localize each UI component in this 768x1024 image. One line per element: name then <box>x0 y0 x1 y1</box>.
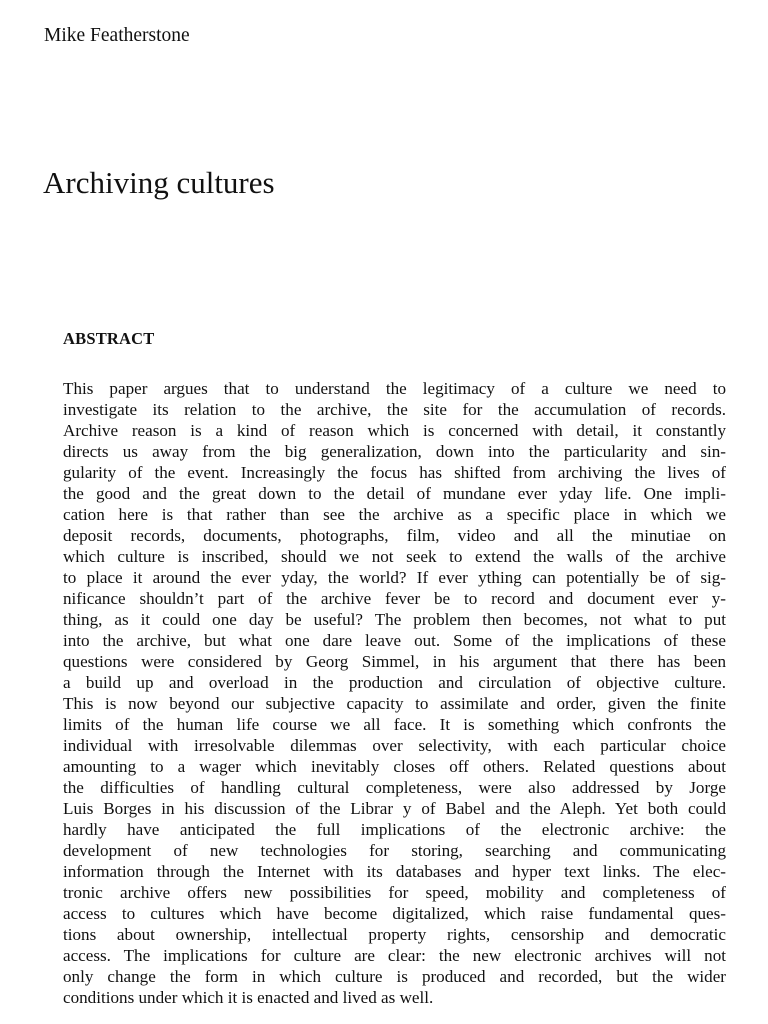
abstract-line: the good and the great down to the detail of mundane ever yday life. One impli- <box>63 484 726 503</box>
author-name: Mike Featherstone <box>44 25 190 46</box>
abstract-line: nificance shouldn’t part of the archive fever be to record and document ever y- <box>63 589 726 608</box>
abstract-line: Archive reason is a kind of reason which is concerned with detail, it constantly <box>63 421 726 440</box>
abstract-heading: ABSTRACT <box>63 329 155 348</box>
abstract-line: tions about ownership, intellectual property rights, censorship and democratic <box>63 925 726 944</box>
abstract-line: development of new technologies for storing, searching and communicating <box>63 841 726 860</box>
abstract-line: which culture is inscribed, should we not seek to extend the walls of the archive <box>63 547 726 566</box>
abstract-line: limits of the human life course we all face. It is something which confronts the <box>63 715 726 734</box>
abstract-line: tronic archive offers new possibilities for speed, mobility and completeness of <box>63 883 726 902</box>
abstract-line: deposit records, documents, photographs, film, video and all the minutiae on <box>63 526 726 545</box>
abstract-line: gularity of the event. Increasingly the focus has shifted from archiving the lives of <box>63 463 726 482</box>
abstract-line: to place it around the ever yday, the world? If ever ything can potentially be of sig- <box>63 568 726 587</box>
abstract-line: into the archive, but what one dare leave out. Some of the implications of these <box>63 631 726 650</box>
abstract-body <box>63 378 726 1008</box>
abstract-line: This is now beyond our subjective capacity to assimilate and order, given the finite <box>63 694 726 713</box>
paper-title: Archiving cultures <box>43 165 275 200</box>
abstract-line: investigate its relation to the archive, the site for the accumulation of records. <box>63 400 726 419</box>
abstract-line: This paper argues that to understand the legitimacy of a culture we need to <box>63 379 726 398</box>
abstract-line: individual with irresolvable dilemmas over selectivity, with each particular choice <box>63 736 726 755</box>
abstract-line: hardly have anticipated the full implications of the electronic archive: the <box>63 820 726 839</box>
abstract-line: cation here is that rather than see the archive as a specific place in which we <box>63 505 726 524</box>
abstract-line: conditions under which it is enacted and lived as well. <box>63 988 434 1007</box>
abstract-line: directs us away from the big generalization, down into the particularity and sin- <box>63 442 726 461</box>
abstract-line: the difficulties of handling cultural completeness, were also addressed by Jorge <box>63 778 726 797</box>
abstract-line: information through the Internet with its databases and hyper text links. The elec- <box>63 862 726 881</box>
abstract-line: access to cultures which have become digitalized, which raise fundamental ques- <box>63 904 726 923</box>
abstract-line: a build up and overload in the production and circulation of objective culture. <box>63 673 726 692</box>
abstract-line: access. The implications for culture are clear: the new electronic archives will not <box>63 946 726 965</box>
abstract-line: only change the form in which culture is produced and recorded, but the wider <box>63 967 726 986</box>
abstract-line: thing, as it could one day be useful? The problem then becomes, not what to put <box>63 610 726 629</box>
abstract-line: Luis Borges in his discussion of the Librar y of Babel and the Aleph. Yet both could <box>63 799 726 818</box>
abstract-line: questions were considered by Georg Simmel, in his argument that there has been <box>63 652 726 671</box>
abstract-line: amounting to a wager which inevitably closes off others. Related questions about <box>63 757 726 776</box>
